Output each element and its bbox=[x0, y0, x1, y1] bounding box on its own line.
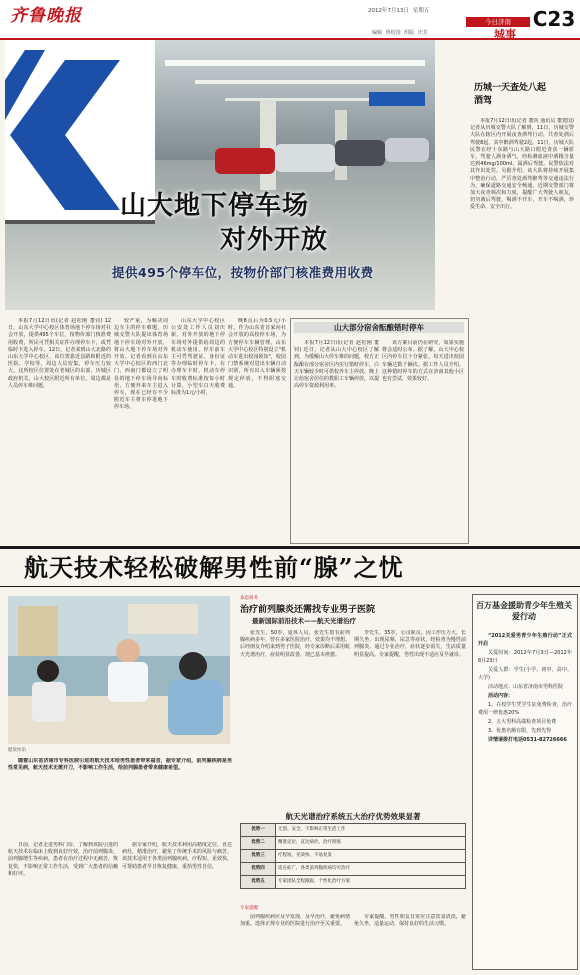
headline-line-1: 山大地下停车场 bbox=[120, 191, 310, 221]
lead-story-text-1: 本报7月12日讯(记者 赵松刚 董钊) 12日，山东大学中心校区体育场地下停车场对社会开放，提供495个车位，按物价部门核准费用收费，所民可凭相关证件办理停车卡，或凭临时卡进入停车。12日，记者来到山大北路的山东大学中心校区，该位置靠近县路和附近的医院、学校等，周边人员密集，停车压力较大。这所校区位置处在老城区的东部，历城区政府机关、山大校区附近所有单位，周边都是人员停车难问题。 bbox=[8, 318, 111, 389]
table-cell-key: 优势一 bbox=[241, 824, 276, 837]
side-story-col-2 bbox=[382, 340, 464, 538]
table-cell-key: 优势二 bbox=[241, 837, 276, 850]
lead-story-text-3: 山东大学中心校区公安处工作人员刘庆新，对外开放的地下停车场对外提供给周边的机动车使用，停车前车主可凭驾驶证、身份证等办理临时停车卡，在办理车卡时，机动车停车时收费标准按每小时计算，小型车白天收费标准为1元/小时， bbox=[171, 318, 225, 397]
fund-ad-line: 2、五大男科高端检查项目免费 bbox=[488, 719, 557, 725]
fund-ad-title: 百万基金援助青少年生殖关爱行动 bbox=[476, 601, 572, 621]
table-cell-key: 优势五 bbox=[241, 876, 276, 889]
advantages-table bbox=[240, 823, 466, 889]
lead-story-col-2 bbox=[114, 318, 168, 540]
table-row bbox=[241, 876, 466, 889]
side-story-title: 山大部分宿舍酝酿错时停车 bbox=[294, 322, 464, 333]
ad-left-text-1: 日前，记者走进男科门诊，了解到该院引进的航天技术在临床上收到良好疗效，治疗前列腺炎、前列腺增生等疾病，患者在治疗过程中无痛苦，恢复快，不影响正常工作生活，受到广大患者的信赖和好评。 bbox=[8, 842, 118, 877]
fund-ad-line: “2012关爱男青少年生殖行动”正式开启 bbox=[478, 633, 572, 647]
right-story-body bbox=[470, 118, 574, 508]
fund-ad-phone: 详情请拨打电话0531-82726666 bbox=[488, 737, 567, 743]
table-cell-value: 专家团队全程跟踪，个性化治疗方案 bbox=[276, 876, 466, 889]
advantages-table-title: 航天光谱治疗系统五大治疗优势效果显著 bbox=[285, 812, 421, 821]
ad-left-col-1 bbox=[8, 842, 118, 970]
ad-mid-text-3: 前列腺疾病应及早发现、及早治疗，避免病情加重。选择正规专业的医院进行治疗至关重要。 bbox=[240, 914, 350, 928]
fund-ad-line: 活动地点：山东省济南市男科医院 bbox=[488, 684, 564, 690]
headline-line-2: 对外开放 bbox=[220, 225, 329, 255]
side-story-col-1 bbox=[294, 340, 379, 538]
ad-mid-kicker-2: 专家提醒 bbox=[240, 906, 258, 911]
fund-ad-body bbox=[478, 632, 572, 962]
ad-mid-title: 治疗前列腺炎还需找专业男子医院 bbox=[240, 605, 376, 615]
ad-lead-text: 随着山东省济南市专科医院引进的航天技术给男性患者带来福音，据专家介绍，前列腺疾病是男性常见病，航天技术无需开刀，不影响工作生活，给前列腺患者带来健康希望。 bbox=[8, 758, 232, 772]
newspaper-logo: 齐鲁晚报 bbox=[10, 6, 82, 26]
table-row bbox=[241, 837, 466, 850]
right-story-text: 本报7月12日讯(记者 董钊 通讯员 董建国)记者从历城交警大队了解到，11日，历城交警大队在辖区内开展夜查酒驾行动，共查处酒后驾驶8起，其中醉酒驾驶2起。11日，历城大队民警在经十东路与山大路口附近查获一辆轿车，驾驶人满身酒气，经检测血液中酒精含量达到46mg/100ml，属酒后驾驶。民警依法对其作出处罚。另据介绍，该大队将持续开展集中整治行动，严厉查处酒驾醉驾等交通违法行为，确保道路交通安全畅通。近期交警部门将加大夜查频次和力度，提醒广大驾驶人朋友，切勿酒后驾驶，喝酒不开车，开车不喝酒，珍爱生命，安全出行。 bbox=[470, 118, 574, 211]
ad-mid-kicker: 泰恩商务 bbox=[240, 596, 258, 601]
banner-bottom-rule bbox=[0, 586, 580, 587]
fund-ad-line: 3、优惠名额有限，先到先得 bbox=[488, 728, 552, 734]
ad-mid-col-2 bbox=[354, 630, 466, 810]
ad-mid-col-1 bbox=[240, 630, 350, 810]
side-story-text-1: 本报7月12日讯(记者 赵松刚 董钊) 近日，记者从山大中心校区了解到，为缓解山大停车难的问题，校方正酝酿在部分宿舍区内实行错时停车，白天车辆较少时可供校外车主停放，晚上让给宿舍居住的教职工车辆停放，以提高停车资源利用率。 bbox=[294, 340, 379, 390]
table-row bbox=[241, 824, 466, 837]
section-name: 城事 bbox=[494, 28, 516, 41]
side-story-text-2: 该方案目前仍在研究，如果实施将会适时公布。据了解，山大中心校区内停车位十分紧张，每天进出校园车辆达数千辆次。据工作人员介绍，这种错时停车的方式在济南其他小区也有尝试，效果较好。 bbox=[382, 340, 464, 383]
lead-story-col-3 bbox=[171, 318, 225, 540]
ad-left-text-2: 据专家介绍，航天技术利用高精度定位，直达病灶，精准治疗，避免了传统手术的风险与痛苦。该技术适用于各类前列腺疾病，疗程短、见效快，可帮助患者早日恢复健康，重拾男性自信。 bbox=[122, 842, 232, 870]
ad-mid-text-4: 专家提醒，男性朋友日常应注意饮食清淡，避免久坐，适量运动，保持良好的生活习惯。 bbox=[354, 914, 466, 928]
fund-ad-line: 活动内容： bbox=[488, 693, 514, 699]
section-label: 今日济南 bbox=[466, 17, 530, 27]
ad-mid-subtitle: 最新国际前沿技术——航天光谱治疗 bbox=[252, 617, 356, 625]
table-row bbox=[241, 850, 466, 863]
advertorial-headline: 航天技术轻松破解男性前“腺”之忧 bbox=[24, 553, 404, 582]
ad-mid-col-3 bbox=[240, 914, 350, 972]
table-cell-value: 适应症广，各类前列腺疾病均可治疗 bbox=[276, 863, 466, 876]
table-cell-value: 疗程短、见效快、不易复发 bbox=[276, 850, 466, 863]
fund-ad-line: 1、在校学生凭学生证免费检查，治疗费用一律优惠20% bbox=[478, 702, 572, 716]
banner-top-rule bbox=[0, 546, 580, 549]
page-number: C23 bbox=[530, 4, 578, 34]
lead-story-text-2: 较严重，为解决周边车主的停车难题，历城交警大队提出体育场地下停车场对外开放，将山大地下停车场对外开放。记者看到在山东大学中心校区的西门北门，西南门都设立了明显的地下停车场导向标语，方便外来车主进入停车，现在已经有不少附近车主将车停进地下停车场。 bbox=[114, 318, 168, 411]
table-cell-key: 优势四 bbox=[241, 863, 276, 876]
table-cell-key: 优势三 bbox=[241, 850, 276, 863]
ad-left-col-2 bbox=[122, 842, 232, 970]
fund-ad-line: 关爱人群：学生(小学、初中、高中、大学) bbox=[478, 667, 572, 681]
ad-photo-caption: 健康快讯 bbox=[8, 748, 26, 753]
right-story-title: 历城一天查处八起酒驾 bbox=[474, 83, 547, 106]
lead-story-text-4: 晚8点后为0.5元/小时。作为山东省首家向社会开放的高校停车场，为方便停车车辆管理，山东大学中心校区特别设立"机动车进出校园须知"，校园门禁系统对进出车辆自动识别，所有出入车辆须按规定停放，不得阻塞交通。 bbox=[228, 318, 286, 389]
table-cell-value: 无创、安全、不影响正常生活工作 bbox=[276, 824, 466, 837]
table-row bbox=[241, 863, 466, 876]
lead-story-col-4 bbox=[228, 318, 286, 540]
ad-mid-col-4 bbox=[354, 914, 466, 972]
ad-mid-text-2: 李先生，35岁，公司职员。因工作压力大，长期久坐，出现尿频、尿急等症状，经检查为慢性前列腺炎。通过专业治疗，症状逐步消失，生活质量明显提高。专家提醒，男性出现不适应及早就诊。 bbox=[354, 630, 466, 658]
fund-ad-line: 关爱时间：2012年7月3日—2012年8月23日 bbox=[478, 650, 572, 664]
dateline: 2012年7月13日 星期五 bbox=[368, 8, 430, 14]
ad-mid-text-1: 张先生，50岁，退休人员。张先生患有前列腺疾病多年，曾在多家医院治疗，效果均不理想。后经朋友介绍来到男子医院，经专家诊断后采用航天光谱治疗，症状明显改善，现已基本痊愈。 bbox=[240, 630, 350, 658]
ad-lead-paragraph bbox=[8, 758, 232, 834]
doctor-consultation-photo bbox=[8, 596, 230, 744]
headline-subtitle: 提供495个停车位，按物价部门核准费用收费 bbox=[112, 265, 374, 280]
lead-story-col-1 bbox=[8, 318, 111, 540]
table-cell-value: 精准定位，直达病灶，治疗彻底 bbox=[276, 837, 466, 850]
editor-credits: 编辑 鲁绍国 组版 庆芳 bbox=[372, 30, 428, 36]
